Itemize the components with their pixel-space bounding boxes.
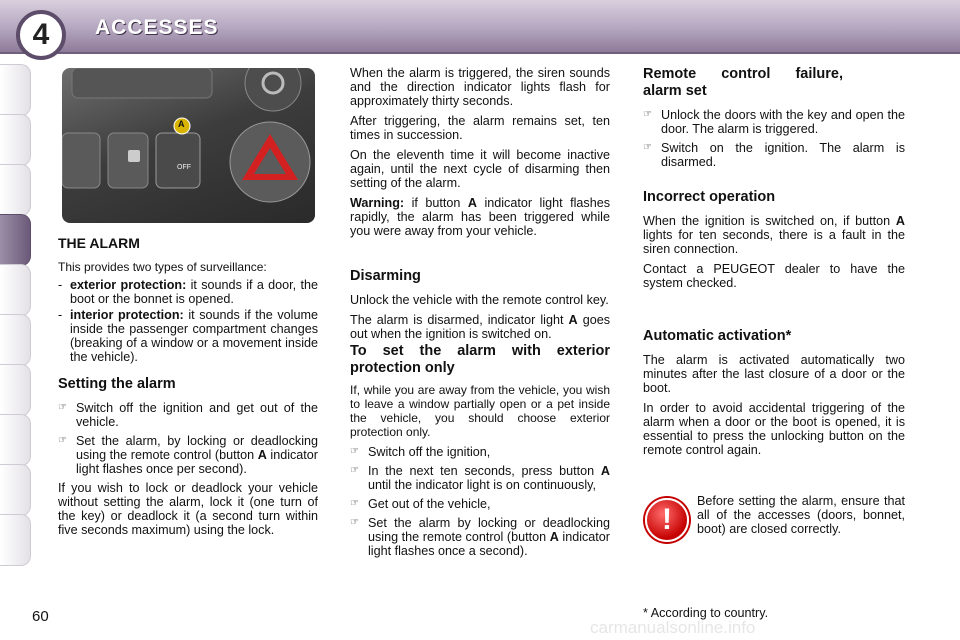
setting-note: If you wish to lock or deadlock your vehicle without setting the alarm, lock it (one turn of the key) or deadlock it (a second turn within five seconds maximum) using the lock. (58, 481, 318, 537)
dash-marker: - (58, 278, 63, 292)
alarm-heading: THE ALARM (58, 235, 140, 251)
exterior-only-heading: To set the alarm with exterior protection only (350, 343, 610, 376)
button-a-ref: A (549, 530, 559, 544)
incorrect-p1-pre: When the ignition is switched on, if button (643, 214, 896, 228)
exterior-step-3 (350, 497, 610, 511)
page-title: ACCESSES (95, 16, 219, 39)
warning-pre: if button (404, 196, 468, 210)
trigger-paragraph: When the alarm is triggered, the siren sounds and the direction indicator lights flash for approximately thirty seconds. (350, 66, 610, 108)
pointing-hand-icon: ☞ (350, 446, 359, 457)
exterior-step-2 (350, 464, 610, 492)
disarming-p1: Unlock the vehicle with the remote control key. (350, 293, 609, 307)
remote-failure-step-2 (643, 141, 905, 169)
pointing-hand-icon: ☞ (350, 465, 359, 476)
button-a-ref: A (895, 214, 905, 228)
chapter-tab-6[interactable] (0, 314, 31, 366)
exterior-step-4-pre: Set the alarm by locking or deadlocking using the remote control (button (368, 516, 610, 544)
dashboard-controls-photo (62, 68, 315, 223)
exterior-label: exterior protection: (70, 278, 187, 292)
eleventh-paragraph: On the eleventh time it will become inactive again, until the next cycle of disarming then setting of the alarm. (350, 148, 610, 190)
exterior-text: it sounds if a door, the boot or the bonnet is opened. (70, 278, 318, 306)
interior-label: interior protection: (70, 308, 184, 322)
automatic-p2: In order to avoid accidental triggering of the alarm when a door or the boot is opened, it is essential to press the unlocking button on the remote control again. (643, 401, 905, 457)
pointing-hand-icon: ☞ (58, 402, 67, 413)
warning-paragraph (350, 196, 610, 238)
button-a-ref: A (600, 464, 610, 478)
chapter-tab-8[interactable] (0, 414, 31, 466)
left-column (58, 236, 318, 543)
exterior-step-2-pre: In the next ten seconds, press button (368, 464, 601, 478)
interior-text: it sounds if the volume inside the passenger compartment changes (breaking of a window or a movement inside the vehicle). (70, 308, 318, 364)
exterior-step-2-post: until the indicator light is on continuously, (368, 478, 596, 492)
warning-label: Warning: (350, 196, 405, 210)
remote-failure-step-1-text: Unlock the doors with the key and open the door. The alarm is triggered. (661, 108, 905, 136)
disarming-p2 (350, 313, 610, 341)
setting-heading: Setting the alarm (58, 376, 176, 392)
pointing-hand-icon: ☞ (643, 142, 652, 153)
dash-marker: - (58, 308, 63, 322)
setting-step-2-pre: Set the alarm, by locking or deadlocking using the remote control (button (76, 434, 318, 462)
right-column (643, 66, 905, 463)
page-number: 60 (32, 608, 49, 625)
chapter-tab-4-active[interactable] (0, 214, 31, 266)
button-a-ref: A (257, 448, 267, 462)
header-divider (0, 52, 960, 54)
setting-step-2-post: indicator light flashes once per second). (76, 448, 318, 476)
exterior-step-4-post: indicator light flashes once a second). (368, 530, 610, 558)
exterior-step-1 (350, 445, 610, 459)
remote-failure-step-2-text: Switch on the ignition. The alarm is disarmed. (661, 141, 905, 169)
footnote: * According to country. (643, 606, 769, 620)
warning-box-text: Before setting the alarm, ensure that all of the accesses (doors, bonnet, boot) are closed correctly. (697, 494, 905, 536)
incorrect-heading: Incorrect operation (643, 189, 776, 205)
pointing-hand-icon: ☞ (58, 435, 67, 446)
chapter-number-badge: 4 (16, 10, 66, 60)
exclamation-warning-icon: ! (645, 498, 689, 542)
incorrect-p2: Contact a PEUGEOT dealer to have the system checked. (643, 262, 905, 290)
pointing-hand-icon: ☞ (643, 109, 652, 120)
button-a-label: A (178, 119, 185, 129)
chapter-tab-9[interactable] (0, 464, 31, 516)
button-a-ref: A (467, 196, 477, 210)
automatic-p1: The alarm is activated automatically two minutes after the last closure of a door or the boot. (643, 353, 905, 395)
dashboard-controls-illustration (62, 68, 315, 223)
exterior-step-1-text: Switch off the ignition, (368, 445, 491, 459)
alarm-intro: This provides two types of surveillance: (58, 260, 267, 274)
incorrect-p1-post: lights for ten seconds, there is a fault in the siren connection. (643, 228, 905, 256)
setting-step-1-text: Switch off the ignition and get out of the vehicle. (76, 401, 318, 429)
exterior-step-3-text: Get out of the vehicle, (368, 497, 491, 511)
disarming-p2-pre: The alarm is disarmed, indicator light (350, 313, 569, 327)
interior-protection-item (58, 308, 318, 364)
watermark: carmanualsonline.info (590, 618, 756, 637)
exterior-step-4 (350, 516, 610, 558)
pointing-hand-icon: ☞ (350, 498, 359, 509)
disarming-heading: Disarming (350, 268, 421, 284)
button-a-ref: A (568, 313, 578, 327)
chapter-tab-2[interactable] (0, 114, 31, 166)
chapter-tab-5[interactable] (0, 264, 31, 316)
chapter-tab-10[interactable] (0, 514, 31, 566)
succession-paragraph: After triggering, the alarm remains set, ten times in succession. (350, 114, 610, 142)
setting-step-1 (58, 401, 318, 429)
off-label: OFF (177, 164, 191, 171)
exterior-protection-item (58, 278, 318, 306)
remote-failure-heading: Remote control failure, alarm set (643, 66, 843, 99)
exterior-only-intro: If, while you are away from the vehicle, you wish to leave a window partially open or a pet inside the vehicle, you should choose exterior protection only. (350, 383, 610, 439)
middle-column (350, 66, 610, 563)
chapter-tab-7[interactable] (0, 364, 31, 416)
remote-failure-step-1 (643, 108, 905, 136)
automatic-heading: Automatic activation* (643, 328, 792, 344)
pointing-hand-icon: ☞ (350, 517, 359, 528)
setting-step-2 (58, 434, 318, 476)
chapter-tab-3[interactable] (0, 164, 31, 216)
warning-post: indicator light flashes rapidly, the alarm has been triggered while you were away from your vehicle. (350, 196, 611, 238)
chapter-tabs (0, 64, 32, 574)
disarming-p2-post: goes out when the ignition is switched on. (350, 313, 611, 341)
incorrect-p1 (643, 214, 905, 256)
chapter-tab-1[interactable] (0, 64, 31, 116)
